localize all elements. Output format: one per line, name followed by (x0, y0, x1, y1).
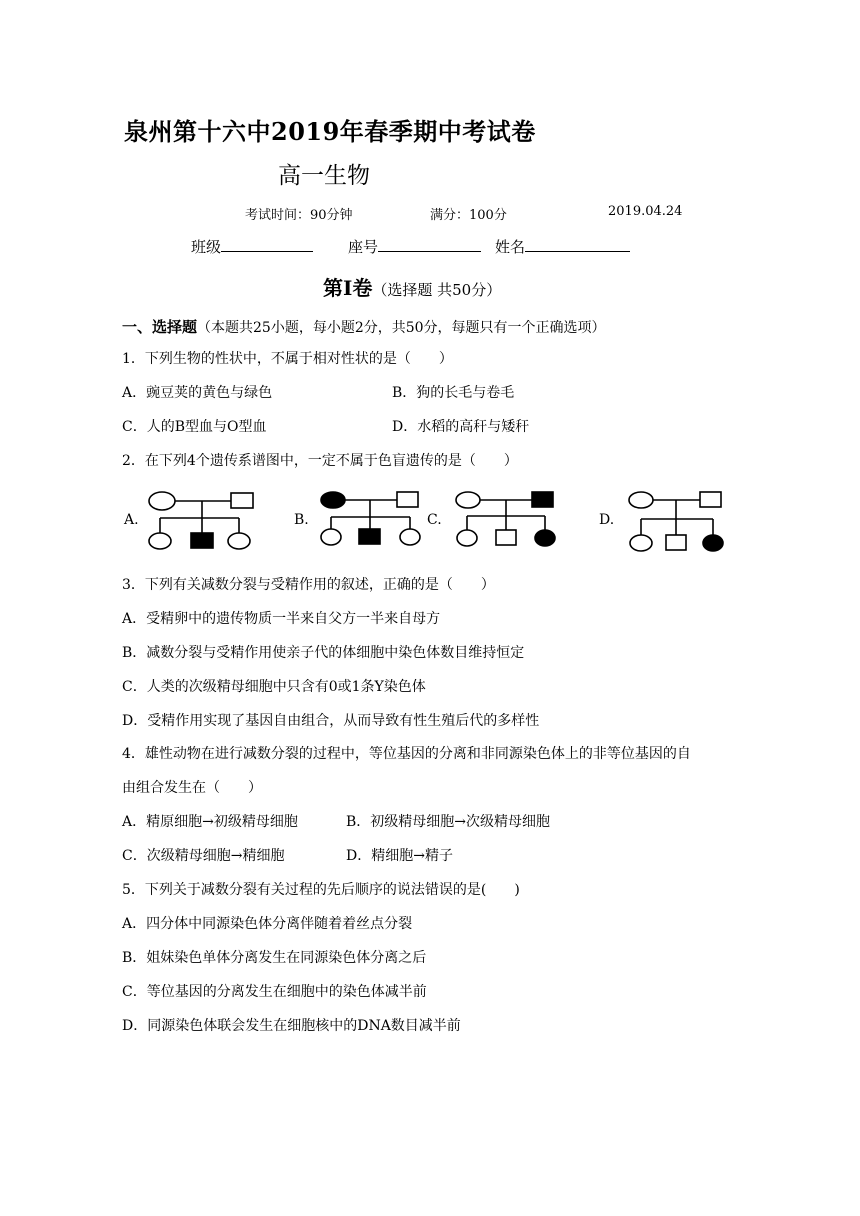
q4-stem-line-1: 4．雄性动物在进行减数分裂的过程中，等位基因的分离和非同源染色体上的非等位基因的自 (122, 746, 691, 762)
q4-option-b: B．初级精母细胞→次级精母细胞 (346, 814, 551, 830)
volume-note: （选择题 共50分） (372, 281, 502, 299)
q4-option-d: D．精细胞→精子 (346, 848, 453, 864)
q2-label-d: D. (599, 512, 615, 528)
q4-option-c: C．次级精母细胞→精细胞 (122, 848, 285, 864)
q1-option-a: A．豌豆荚的黄色与绿色 (122, 385, 273, 401)
exam-date: 2019.04.24 (608, 204, 683, 219)
seat-field (348, 236, 481, 257)
q1-option-c: C．人的B型血与O型血 (122, 419, 267, 435)
name-label: 姓名 (495, 238, 526, 256)
name-field (495, 236, 630, 257)
pedigree-a-daughter-1 (149, 533, 171, 549)
q2-label-b: B. (294, 512, 309, 528)
pedigree-c-mother (456, 492, 480, 508)
q2-label-c: C. (427, 512, 442, 528)
pedigree-b (318, 487, 428, 551)
section-heading (122, 316, 606, 337)
pedigree-d-affected-daughter (703, 535, 723, 551)
q2-label-a: A. (124, 512, 139, 528)
pedigree-c-affected-daughter (535, 530, 555, 546)
q5-option-a: A．四分体中同源染色体分离伴随着着丝点分裂 (122, 916, 413, 932)
name-blank (525, 237, 630, 252)
full-score: 满分：100分 (430, 208, 507, 223)
q3-stem: 3．下列有关减数分裂与受精作用的叙述，正确的是（ ） (122, 577, 495, 593)
section-title: 一、选择题 (122, 318, 198, 336)
q3-option-c: C．人类的次级精母细胞中只含有0或1条Y染色体 (122, 679, 426, 695)
pedigree-c-daughter (457, 530, 477, 546)
subject-title: 高一生物 (278, 163, 370, 189)
q5-option-c: C．等位基因的分离发生在细胞中的染色体减半前 (122, 984, 427, 1000)
seat-blank (378, 237, 481, 252)
pedigree-a-mother (149, 492, 175, 510)
pedigree-b-affected-son (359, 529, 380, 544)
q4-stem-line-2: 由组合发生在（ ） (122, 780, 262, 796)
pedigree-d-mother (629, 492, 653, 508)
q1-option-b: B．狗的长毛与卷毛 (392, 385, 515, 401)
exam-title: 泉州第十六中2019年春季期中考试卷 (124, 117, 536, 146)
pedigree-b-affected-mother (321, 492, 345, 508)
q3-option-d: D．受精作用实现了基因自由组合，从而导致有性生殖后代的多样性 (122, 713, 540, 729)
q2-stem: 2．在下列4个遗传系谱图中，一定不属于色盲遗传的是（ ） (122, 453, 518, 469)
pedigree-b-father (397, 492, 418, 507)
q4-option-a: A．精原细胞→初级精母细胞 (122, 814, 298, 830)
pedigree-c-son (496, 530, 516, 545)
volume-title: 第Ⅰ卷 (323, 276, 373, 300)
pedigree-c (451, 487, 561, 551)
q5-option-d: D．同源染色体联会发生在细胞核中的DNA数目减半前 (122, 1018, 461, 1034)
q5-option-b: B．姐妹染色单体分离发生在同源染色体分离之后 (122, 950, 427, 966)
pedigree-a (143, 488, 263, 552)
q3-option-b: B．减数分裂与受精作用使亲子代的体细胞中染色体数目维持恒定 (122, 645, 525, 661)
pedigree-a-affected-son (191, 533, 213, 548)
class-field (191, 236, 313, 257)
section-instructions: （本题共25小题，每小题2分，共50分，每题只有一个正确选项） (197, 320, 606, 336)
exam-time: 考试时间：90分钟 (245, 208, 353, 223)
pedigree-d-father (700, 492, 721, 507)
volume-heading (323, 272, 501, 301)
class-blank (221, 237, 313, 252)
pedigree-d (624, 487, 734, 555)
pedigree-d-daughter (630, 535, 652, 551)
q3-option-a: A．受精卵中的遗传物质一半来自父方一半来自母方 (122, 611, 441, 627)
pedigree-b-daughter-1 (321, 529, 341, 545)
pedigree-d-son (666, 535, 686, 550)
pedigree-a-daughter-2 (228, 533, 250, 549)
q5-stem: 5．下列关于减数分裂有关过程的先后顺序的说法错误的是( ) (122, 882, 520, 898)
q1-stem: 1．下列生物的性状中，不属于相对性状的是（ ） (122, 351, 453, 367)
pedigree-a-father (231, 493, 253, 508)
pedigree-c-affected-father (532, 492, 553, 507)
seat-label: 座号 (348, 238, 379, 256)
q1-option-d: D．水稻的高秆与矮秆 (392, 419, 530, 435)
class-label: 班级 (191, 238, 222, 256)
pedigree-b-daughter-2 (400, 529, 420, 545)
